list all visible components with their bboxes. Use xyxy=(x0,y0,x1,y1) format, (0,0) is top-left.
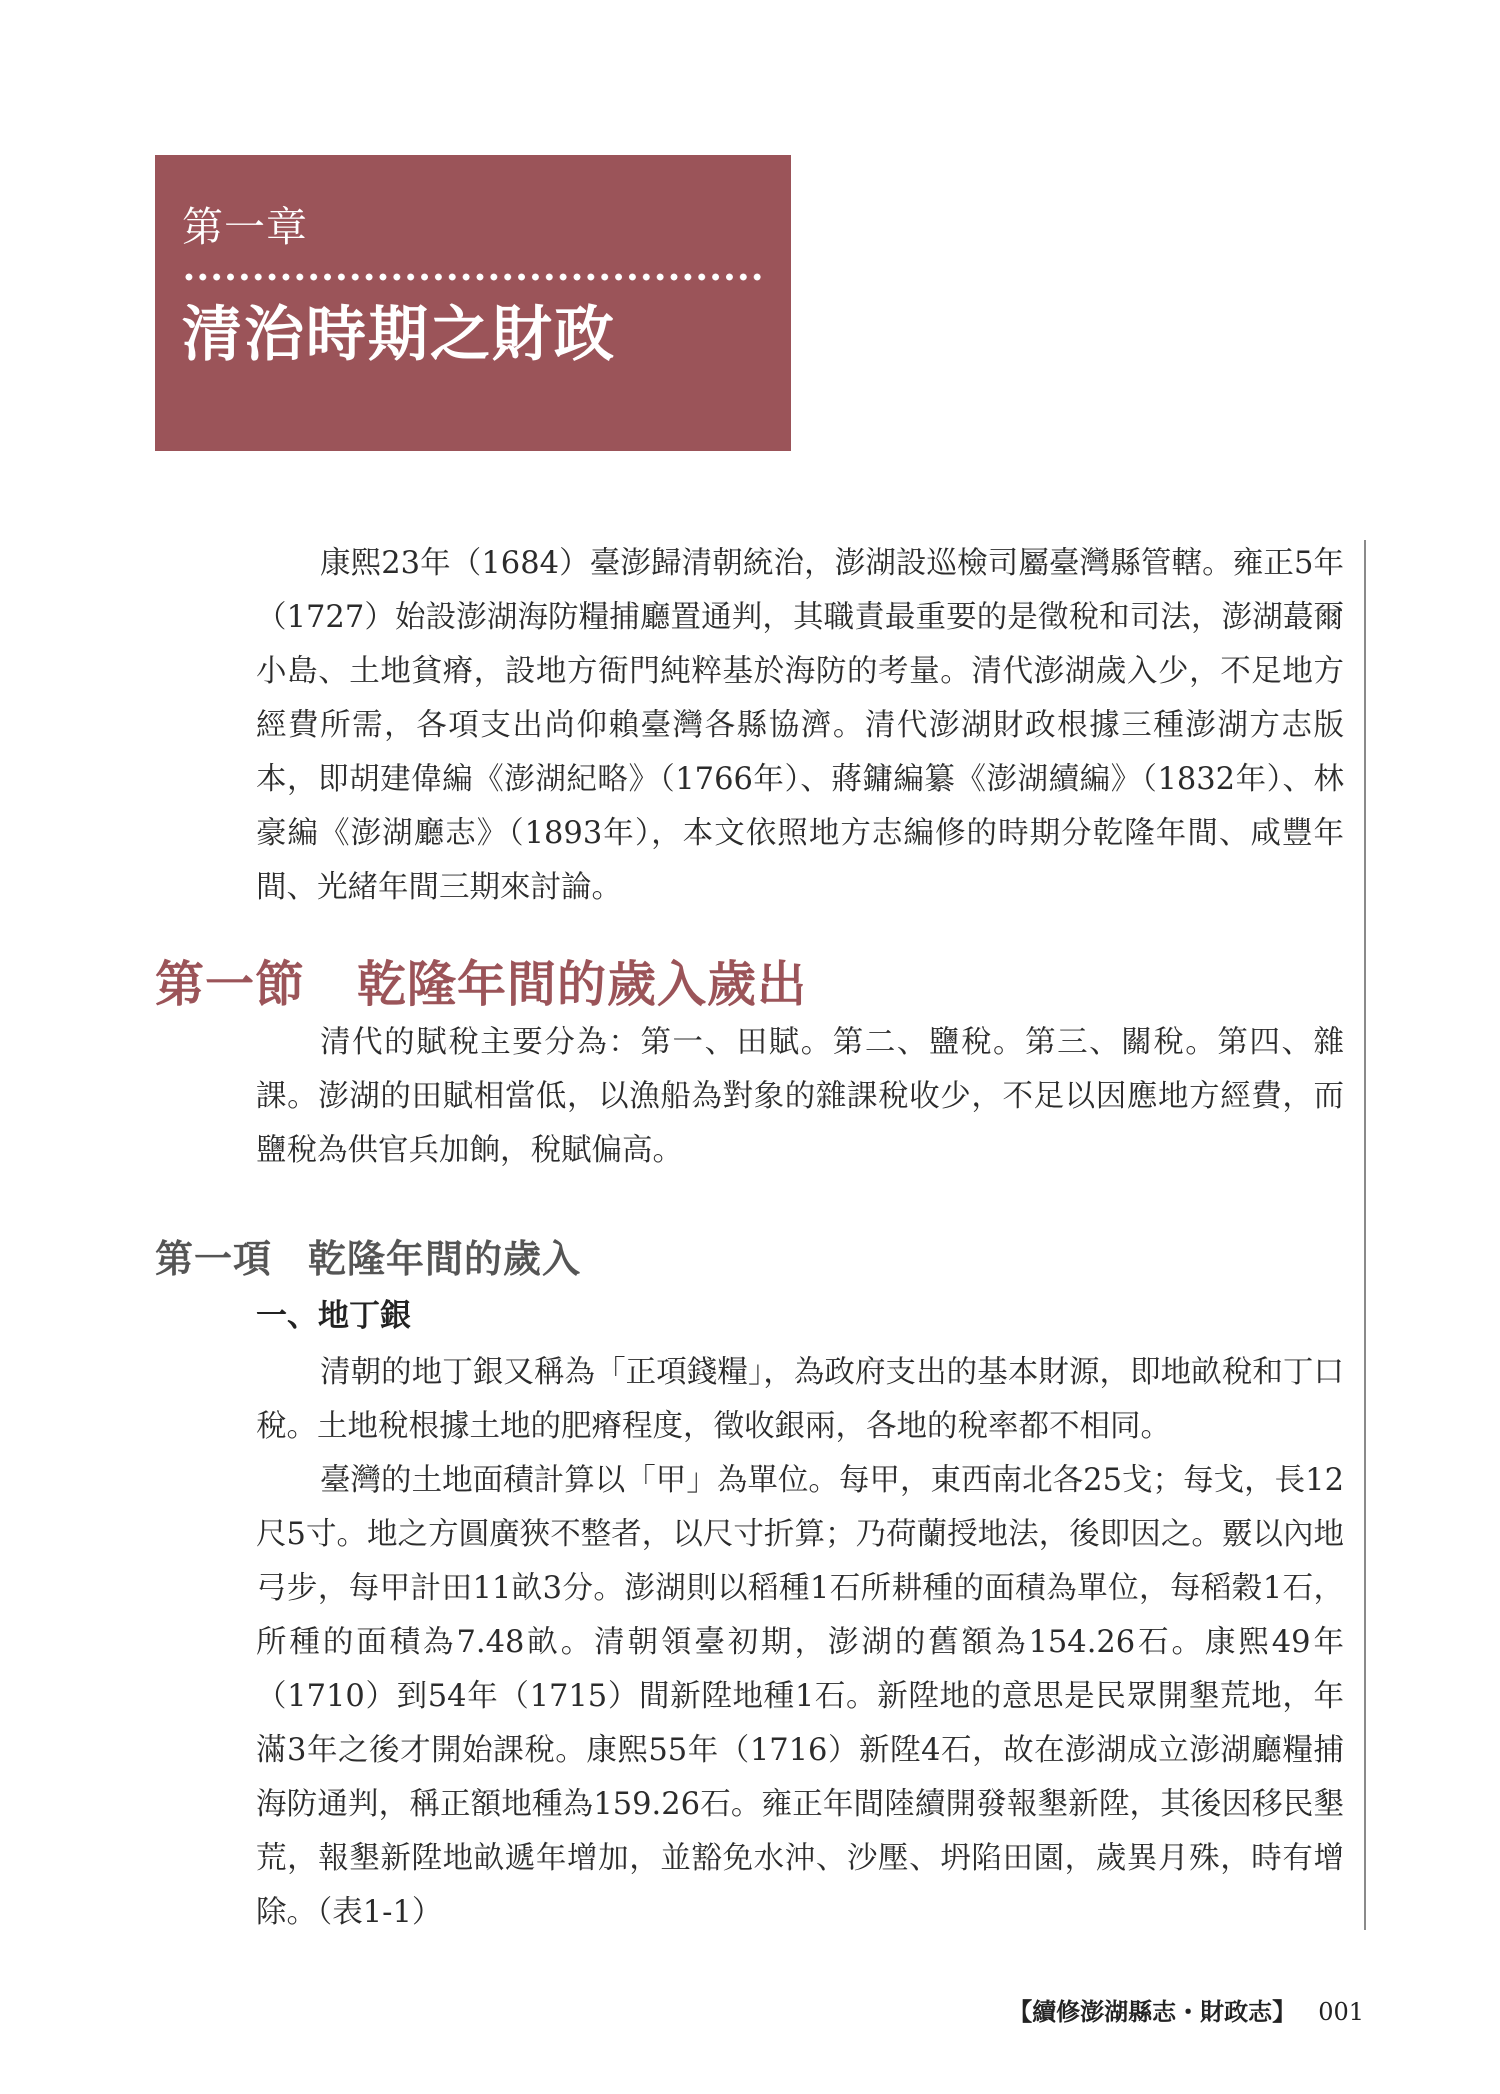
subsection-paragraph-1: 清朝的地丁銀又稱為「正項錢糧」，為政府支出的基本財源，即地畝稅和丁口稅。土地稅根據土地的肥瘠程度，徵收銀兩，各地的稅率都不相同。 xyxy=(256,1355,1344,1444)
item-heading xyxy=(155,1232,581,1286)
chapter-banner xyxy=(155,155,791,451)
section-title: 乾隆年間的歲入歲出 xyxy=(357,955,808,1013)
item-number: 第一項 xyxy=(155,1237,273,1281)
margin-rule xyxy=(1364,540,1366,1930)
dotted-divider xyxy=(182,273,764,281)
subsection-paragraph-2: 臺灣的土地面積計算以「甲」為單位。每甲，東西南北各25戈；每戈，長12尺5寸。地之方圓廣狹不整者，以尺寸折算；乃荷蘭授地法，後即因之。覈以內地弓步，每甲計田11畝3分。澎湖則以稻種1石所耕種的面積為單位，每稻穀1石，所種的面積為7.48畝。清朝領臺初期，澎湖的舊額為154.26石。康熙49年（1710）到54年（1715）間新陞地種1石。新陞地的意思是民眾開墾荒地，年滿3年之後才開始課稅。康熙55年（1716）新陞4石，故在澎湖成立澎湖廳糧捕海防通判，稱正額地種為159.26石。雍正年間陸續開發報墾新陞，其後因移民墾荒，報墾新陞地畝遞年增加，並豁免水沖、沙壓、坍陷田園，歲異月殊，時有增除。（表1-1） xyxy=(256,1463,1344,1930)
chapter-label: 第一章 xyxy=(182,203,308,251)
section-heading xyxy=(155,952,807,1016)
book-title: 【續修澎湖縣志・財政志】 xyxy=(1008,1997,1297,2026)
section-number: 第一節 xyxy=(155,955,306,1013)
page-number: 001 xyxy=(1318,1998,1364,2026)
item-title: 乾隆年間的歲入 xyxy=(308,1237,582,1281)
page-footer xyxy=(1008,1994,1364,2030)
subsection-heading: 一、地丁銀 xyxy=(256,1298,411,1334)
intro-paragraph: 康熙23年（1684）臺澎歸清朝統治，澎湖設巡檢司屬臺灣縣管轄。雍正5年（1727）始設澎湖海防糧捕廳置通判，其職責最重要的是徵稅和司法，澎湖蕞爾小島、土地貧瘠，設地方衙門純粹基於海防的考量。清代澎湖歲入少，不足地方經費所需，各項支出尚仰賴臺灣各縣協濟。清代澎湖財政根據三種澎湖方志版本，即胡建偉編《澎湖紀略》（1766年）、蔣鏞編纂《澎湖續編》（1832年）、林豪編《澎湖廳志》（1893年），本文依照地方志編修的時期分乾隆年間、咸豐年間、光緒年間三期來討論。 xyxy=(256,546,1344,905)
section-paragraph: 清代的賦稅主要分為：第一、田賦。第二、鹽稅。第三、關稅。第四、雜課。澎湖的田賦相當低，以漁船為對象的雜課稅收少，不足以因應地方經費，而鹽稅為供官兵加餉，稅賦偏高。 xyxy=(256,1025,1344,1168)
chapter-title: 清治時期之財政 xyxy=(182,300,616,370)
